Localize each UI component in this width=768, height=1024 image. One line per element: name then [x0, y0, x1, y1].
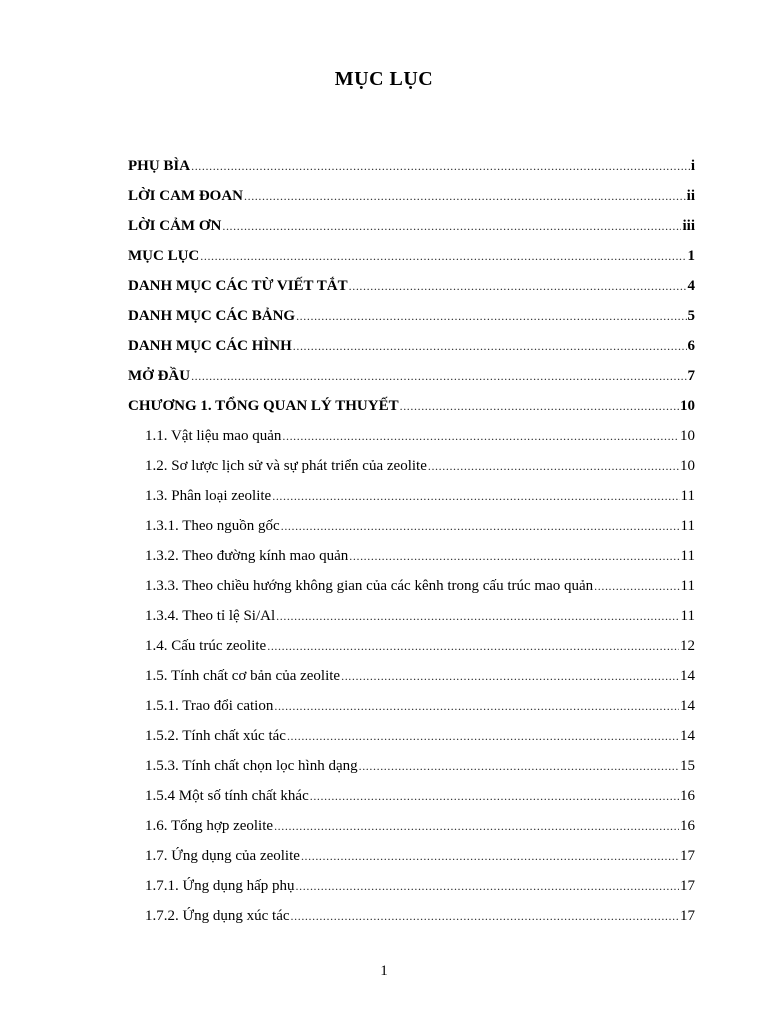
- toc-dot-leader: [296, 306, 686, 326]
- toc-entry[interactable]: [145, 783, 695, 813]
- toc-entry-page: 16: [680, 788, 695, 804]
- toc-dot-leader: [349, 546, 679, 566]
- toc-entry[interactable]: [128, 363, 695, 393]
- toc-dot-leader: [287, 726, 679, 746]
- toc-entry-page: 11: [680, 608, 695, 624]
- toc-entry-page: 14: [680, 728, 695, 744]
- toc-dot-leader: [191, 366, 686, 386]
- toc-entry-label: 1.3.3. Theo chiều hướng không gian của các kênh trong cấu trúc mao quản: [145, 578, 594, 594]
- toc-entry-page: 11: [680, 488, 695, 504]
- toc-dot-leader: [276, 606, 679, 626]
- toc-entry[interactable]: [145, 423, 695, 453]
- toc-entry-page: 7: [687, 368, 695, 384]
- toc-entry-page: i: [690, 158, 695, 174]
- toc-dot-leader: [359, 756, 679, 776]
- toc-entry[interactable]: [128, 303, 695, 333]
- toc-dot-leader: [310, 786, 679, 806]
- toc-entry-page: 6: [687, 338, 695, 354]
- toc-entry[interactable]: [128, 153, 695, 183]
- toc-entry-page: 14: [680, 698, 695, 714]
- toc-entry[interactable]: [128, 213, 695, 243]
- toc-entry-label: 1.7.1. Ứng dụng hấp phụ: [145, 878, 295, 894]
- toc-entry-label: 1.7.2. Ứng dụng xúc tác: [145, 908, 290, 924]
- toc-entry[interactable]: [145, 543, 695, 573]
- toc-entry-page: 10: [680, 458, 695, 474]
- toc-entry-label: 1.3.4. Theo tỉ lệ Si/Al: [145, 608, 276, 624]
- toc-entry-label: PHỤ BÌA: [128, 158, 191, 174]
- toc-entry[interactable]: [145, 753, 695, 783]
- toc-dot-leader: [272, 486, 679, 506]
- toc-entry-label: DANH MỤC CÁC HÌNH: [128, 338, 292, 354]
- toc-entry[interactable]: [145, 873, 695, 903]
- toc-entry-page: 5: [687, 308, 695, 324]
- toc-entry-page: 12: [680, 638, 695, 654]
- toc-entry[interactable]: [145, 483, 695, 513]
- toc-entry[interactable]: [145, 693, 695, 723]
- toc-entry-page: 1: [687, 248, 695, 264]
- toc-entry-label: 1.6. Tổng hợp zeolite: [145, 818, 274, 834]
- toc-entry-page: 17: [680, 908, 695, 924]
- toc-entry-label: 1.5.3. Tính chất chọn lọc hình dạng: [145, 758, 358, 774]
- toc-entry-label: 1.5. Tính chất cơ bản của zeolite: [145, 668, 341, 684]
- toc-entry-label: 1.3.2. Theo đường kính mao quản: [145, 548, 349, 564]
- toc-entry-page: 14: [680, 668, 695, 684]
- toc-entry-page: 11: [680, 518, 695, 534]
- toc-entry[interactable]: [145, 903, 695, 933]
- toc-entry-page: 17: [680, 848, 695, 864]
- toc-dot-leader: [274, 816, 679, 836]
- toc-entry-page: 10: [680, 398, 695, 414]
- toc-entry[interactable]: [145, 843, 695, 873]
- toc-entry[interactable]: [128, 393, 695, 423]
- toc-entry[interactable]: [145, 513, 695, 543]
- toc-dot-leader: [281, 516, 680, 536]
- toc-entry-label: MỤC LỤC: [128, 248, 200, 264]
- toc-entry-label: 1.1. Vật liệu mao quản: [145, 428, 282, 444]
- toc-entry-label: CHƯƠNG 1. TỔNG QUAN LÝ THUYẾT: [128, 398, 399, 414]
- toc-entry[interactable]: [145, 633, 695, 663]
- toc-entry-label: MỞ ĐẦU: [128, 368, 191, 384]
- toc-entry-label: LỜI CAM ĐOAN: [128, 188, 243, 204]
- toc-entry-page: 15: [680, 758, 695, 774]
- toc-entry[interactable]: [145, 723, 695, 753]
- toc-dot-leader: [282, 426, 679, 446]
- toc-dot-leader: [594, 576, 679, 596]
- toc-entry[interactable]: [128, 183, 695, 213]
- toc-dot-leader: [200, 246, 686, 266]
- toc-dot-leader: [293, 336, 687, 356]
- toc-dot-leader: [428, 456, 679, 476]
- toc-entry[interactable]: [145, 663, 695, 693]
- toc-dot-leader: [301, 846, 679, 866]
- toc-entry-page: 16: [680, 818, 695, 834]
- toc-entry-label: 1.2. Sơ lược lịch sử và sự phát triển của zeolite: [145, 458, 427, 474]
- toc-entry-label: 1.7. Ứng dụng của zeolite: [145, 848, 300, 864]
- toc-entry[interactable]: [128, 333, 695, 363]
- page-title: MỤC LỤC: [334, 68, 434, 90]
- toc-entry-label: DANH MỤC CÁC TỪ VIẾT TẮT: [128, 278, 348, 294]
- toc-entry-page: 17: [680, 878, 695, 894]
- toc-entry-page: iii: [682, 218, 695, 234]
- toc-dot-leader: [296, 876, 679, 896]
- toc-entry-label: 1.5.4 Một số tính chất khác: [145, 788, 309, 804]
- toc-dot-leader: [341, 666, 679, 686]
- page-number: 1: [380, 963, 388, 979]
- toc-dot-leader: [400, 396, 679, 416]
- toc-entry-label: 1.3. Phân loại zeolite: [145, 488, 272, 504]
- toc-entry-label: 1.3.1. Theo nguồn gốc: [145, 518, 280, 534]
- toc-entry-page: ii: [686, 188, 695, 204]
- table-of-contents: [0, 153, 768, 933]
- toc-entry-label: 1.5.2. Tính chất xúc tác: [145, 728, 286, 744]
- toc-entry-label: DANH MỤC CÁC BẢNG: [128, 308, 296, 324]
- toc-entry[interactable]: [128, 273, 695, 303]
- toc-dot-leader: [349, 276, 687, 296]
- toc-entry[interactable]: [145, 603, 695, 633]
- toc-entry-page: 11: [680, 578, 695, 594]
- toc-entry-page: 11: [680, 548, 695, 564]
- toc-entry[interactable]: [128, 243, 695, 273]
- toc-entry-label: LỜI CẢM ƠN: [128, 218, 222, 234]
- toc-dot-leader: [267, 636, 679, 656]
- toc-dot-leader: [274, 696, 679, 716]
- toc-entry-label: 1.4. Cấu trúc zeolite: [145, 638, 267, 654]
- toc-dot-leader: [291, 906, 679, 926]
- toc-entry[interactable]: [145, 573, 695, 603]
- toc-dot-leader: [222, 216, 681, 236]
- toc-dot-leader: [244, 186, 686, 206]
- toc-entry[interactable]: [145, 813, 695, 843]
- toc-entry-label: 1.5.1. Trao đổi cation: [145, 698, 274, 714]
- toc-entry-page: 4: [687, 278, 695, 294]
- toc-dot-leader: [191, 156, 690, 176]
- toc-entry[interactable]: [145, 453, 695, 483]
- toc-entry-page: 10: [680, 428, 695, 444]
